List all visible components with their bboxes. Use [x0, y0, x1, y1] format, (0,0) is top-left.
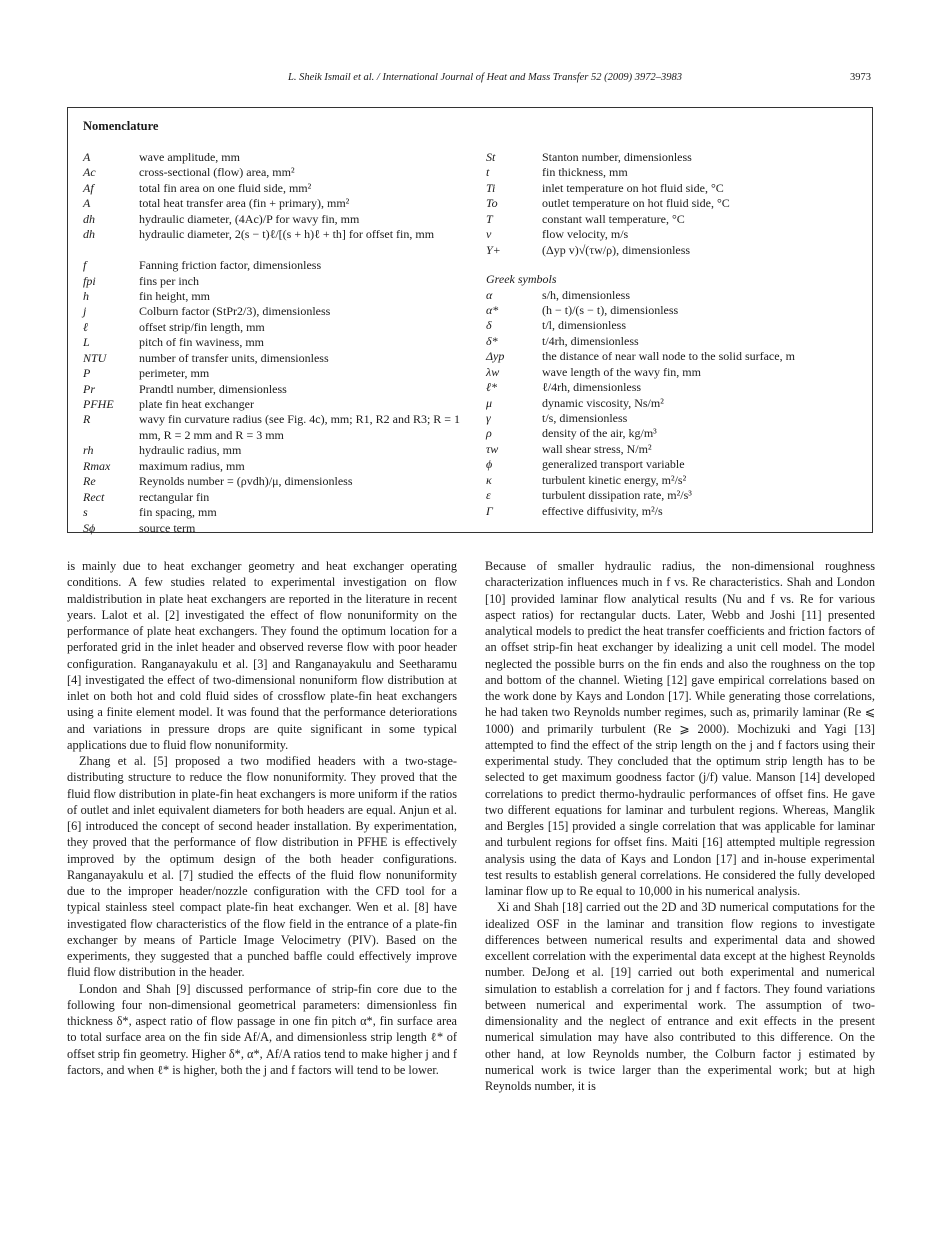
nomenclature-entry	[83, 289, 478, 304]
body-paragraph: London and Shah [9] discussed performance of strip-fin core due to the following four non-dimensional geometrical parameters: dimensionless fin thickness δ*, aspect ratio of flow passage in one fin pitch α*, fin surface area to total surface area on the fin side Af/A, and dimensionless strip length ℓ* of offset strip fin geometry. Higher δ*, α*, Af/A ratios tend to make higher j and f factors, and when ℓ* is higher, both the j and f factors will tend to be lower.	[67, 981, 457, 1077]
nomenclature-definition: t/4rh, dimensionless	[542, 333, 639, 348]
nomenclature-entry	[83, 150, 478, 165]
nomenclature-symbol: Ti	[486, 180, 496, 195]
nomenclature-entry	[83, 459, 478, 474]
nomenclature-symbol: α*	[486, 302, 499, 317]
nomenclature-entry	[83, 227, 478, 258]
nomenclature-definition: density of the air, kg/m³	[542, 426, 657, 441]
nomenclature-definition: fins per inch	[139, 273, 199, 288]
nomenclature-entry	[83, 320, 478, 335]
nomenclature-symbol: ρ	[486, 426, 492, 441]
nomenclature-definition: turbulent kinetic energy, m²/s²	[542, 472, 687, 487]
nomenclature-definition: hydraulic diameter, (4Ac)/P for wavy fin, mm	[139, 211, 360, 226]
nomenclature-symbol: v	[486, 227, 492, 242]
nomenclature-definition: outlet temperature on hot fluid side, °C	[542, 196, 730, 211]
nomenclature-entry	[83, 397, 478, 412]
nomenclature-entry	[486, 227, 866, 242]
nomenclature-symbol: μ	[486, 395, 493, 410]
body-column-right	[485, 558, 875, 1094]
nomenclature-entry	[486, 196, 866, 211]
nomenclature-symbol: ε	[486, 488, 491, 503]
nomenclature-entry	[83, 196, 478, 211]
nomenclature-definition: wave length of the wavy fin, mm	[542, 364, 701, 379]
nomenclature-entry	[486, 334, 866, 349]
nomenclature-entry	[486, 288, 866, 303]
nomenclature-symbol: R	[83, 412, 91, 427]
nomenclature-title: Nomenclature	[83, 119, 159, 133]
nomenclature-symbol: Y+	[486, 242, 501, 257]
nomenclature-entry	[83, 274, 478, 289]
nomenclature-definition: source term	[139, 520, 196, 535]
nomenclature-symbol: fpi	[83, 273, 96, 288]
page-number: 3973	[850, 72, 871, 83]
nomenclature-definition: the distance of near wall node to the solid surface, m	[542, 349, 795, 364]
nomenclature-symbol: Af	[83, 180, 94, 195]
nomenclature-symbol: St	[486, 150, 496, 164]
nomenclature-definition: number of transfer units, dimensionless	[139, 350, 329, 365]
nomenclature-definition: (h − t)/(s − t), dimensionless	[542, 302, 679, 317]
nomenclature-entry	[486, 318, 866, 333]
nomenclature-entry	[83, 351, 478, 366]
nomenclature-symbol: Γ	[486, 503, 493, 518]
nomenclature-entry	[83, 304, 478, 319]
nomenclature-definition: Reynolds number = (ρvdh)/μ, dimensionless	[139, 474, 353, 489]
nomenclature-entry	[83, 490, 478, 505]
nomenclature-symbol: δ*	[486, 333, 498, 348]
nomenclature-symbol: t	[486, 165, 490, 180]
body-column-left	[67, 558, 457, 1078]
nomenclature-definition: fin thickness, mm	[542, 165, 628, 180]
nomenclature-entry	[486, 349, 866, 364]
nomenclature-symbol: ℓ*	[486, 380, 497, 395]
running-header: L. Sheik Ismail et al. / International Journal of Heat and Mass Transfer 52 (2009) 3972–3983	[287, 72, 683, 83]
nomenclature-definition: effective diffusivity, m²/s	[542, 503, 663, 518]
nomenclature-symbol: κ	[486, 472, 492, 487]
nomenclature-symbol: δ	[486, 318, 492, 333]
nomenclature-definition: constant wall temperature, °C	[542, 211, 685, 226]
nomenclature-entry	[486, 457, 866, 472]
nomenclature-definition: Prandtl number, dimensionless	[139, 381, 287, 396]
nomenclature-definition: turbulent dissipation rate, m²/s³	[542, 488, 692, 503]
nomenclature-symbol: ϕ	[486, 457, 493, 472]
nomenclature-entry	[486, 380, 866, 395]
nomenclature-symbol: Pr	[83, 381, 95, 396]
nomenclature-symbol: dh	[83, 227, 95, 242]
nomenclature-symbol: Δyp	[486, 349, 505, 364]
body-paragraph: Because of smaller hydraulic radius, the non-dimensional roughness characterization influences much in f vs. Re characteristics. Shah and London [10] provided laminar flow analytical results (Nu and f vs. Re for various aspect ratios) for rectangular ducts. Later, Webb and Joshi [11] presented analytical models to predict the heat transfer coefficients and friction factors of an offset strip-fin heat exchanger by idealizing a unit cell model. The model neglected the possible burrs on the fin ends and also the roughness on the top and bottom of the channel. Wieting [12] gave empirical correlations based on the work done by Kays and London [17]. While generating those correlations, he had taken two Reynolds number regimes, such as, primarily laminar (Re ⩽ 1000) and primarily turbulent (Re ⩾ 2000). Mochizuki and Yagi [13] attempted to find the effect of the strip length on the j and f factors using their experimental study. They concluded that the optimum strip length has to be selected to get maximum goodness factor (j/f) value. Manson [14] developed correlations to predict thermo-hydraulic performances of offset fins. He gave two different equations for laminar and turbulent regions. Whereas, Manglik and Bergles [15] provided a single correlation that was applicable for laminar and turbulent regions for offset fins. Maiti [16] attempted multiple regression analysis using the data of Kays and London [17] and in-house experimental test results to establish general correlations. He considered the fully developed laminar flow up to Re equal to 10,000 in his numerical analysis.	[485, 559, 875, 898]
nomenclature-definition: t/l, dimensionless	[542, 318, 626, 333]
nomenclature-symbol: L	[83, 335, 90, 350]
nomenclature-definition: plate fin heat exchanger	[139, 397, 254, 412]
nomenclature-symbol: dh	[83, 211, 95, 226]
nomenclature-definition: Stanton number, dimensionless	[542, 150, 692, 164]
nomenclature-definition: perimeter, mm	[139, 366, 210, 381]
greek-symbols-heading: Greek symbols	[486, 272, 557, 287]
nomenclature-symbol: A	[83, 196, 91, 211]
nomenclature-entry	[83, 382, 478, 397]
nomenclature-symbol: P	[83, 366, 91, 381]
nomenclature-entry	[486, 504, 866, 519]
body-paragraph: Zhang et al. [5] proposed a two modified headers with a two-stage-distributing structure to reduce the flow nonuniformity. They proved that the fluid flow distribution in plate-fin heat exchangers is more uniform if the ratios of outlet and inlet equivalent diameters for both headers are equal. Anjun et al. [6] introduced the concept of second header installation. By experimentation, they proved that the performance of flow distribution in PFHE is effectively improved by the optimum design of the both header configurations. Ranganayakulu et al. [7] studied the effects of the fluid flow nonuniformity due to the improper header/nozzle configuration with the CFD tool for a typical stainless steel compact plate-fin heat exchanger. Wen et al. [8] have investigated flow characteristics of the flow field in the entrance of a plate-fin exchanger by means of Particle Image Velocimetry (PIV). Based on the experiments, they suggested that a punched baffle could effectively improve fluid flow distribution in the header.	[67, 754, 457, 980]
body-paragraph: Xi and Shah [18] carried out the 2D and 3D numerical computations for the idealized OSF in the laminar and transition flow regions to investigate differences between numerical results and experimental data and showed excellent correlation with the experimental data except at the highest Reynolds number. DeJong et al. [19] carried out both experimental and numerical simulation to establish a correlation for j and f factors. They found variations between numerical and experimental work. The assumption of two-dimensionality and the neglect of entrance and exit effects in the present numerical simulation may have also contributed to this difference. On the other hand, at low Reynolds number, the Colburn factor j estimated by numerical work is twice larger than the experimental work; but at high Reynolds number, it is	[485, 900, 875, 1093]
nomenclature-definition: wavy fin curvature radius (see Fig. 4c), mm; R1, R2 and R3; R = 1 mm, R = 2 mm and R = 3 mm	[139, 412, 461, 442]
nomenclature-definition: Colburn factor (StPr2/3), dimensionless	[139, 304, 331, 319]
nomenclature-left-column	[83, 150, 478, 536]
nomenclature-definition: hydraulic radius, mm	[139, 443, 242, 458]
nomenclature-symbol: NTU	[83, 350, 107, 365]
nomenclature-entry	[486, 303, 866, 318]
nomenclature-entry	[486, 411, 866, 426]
body-paragraph: is mainly due to heat exchanger geometry and heat exchanger operating conditions. A few studies related to experimental investigation on flow maldistribution in plate heat exchangers are reported in the literature in recent years. Lalot et al. [2] investigated the effect of flow nonuniformity on the performance of plate heat exchangers. They found the optimum location for a perforated grid in the inlet header and observed reverse flow with poor header configuration. Ranganayakulu et al. [3] and Ranganayakulu and Seetharamu [4] investigated the effect of two-dimensional nonuniform flow distribution at inlet on both hot and cold fluid sides of crossflow plate-fin heat exchangers using a finite element model. It was found that the performance deteriorations and variations in pressure drops are quite significant in some typical applications due to fluid flow nonuniformity.	[67, 559, 457, 752]
nomenclature-definition: maximum radius, mm	[139, 458, 245, 473]
nomenclature-symbol: s	[83, 505, 88, 520]
nomenclature-right-column	[486, 150, 866, 519]
nomenclature-entry	[83, 165, 478, 180]
nomenclature-symbol: Re	[83, 474, 96, 489]
nomenclature-definition: Fanning friction factor, dimensionless	[139, 258, 322, 273]
nomenclature-entry	[83, 212, 478, 227]
nomenclature-definition: hydraulic diameter, 2(s − t)ℓ/[(s + h)ℓ + th] for offset fin, mm	[139, 227, 435, 242]
nomenclature-symbol: ℓ	[83, 319, 88, 334]
nomenclature-definition: (Δyp v)√(τw/ρ), dimensionless	[542, 242, 691, 257]
nomenclature-symbol: PFHE	[83, 397, 114, 412]
nomenclature-entry	[83, 443, 478, 458]
nomenclature-entry	[486, 243, 866, 258]
nomenclature-entry	[486, 212, 866, 227]
nomenclature-entry	[83, 258, 478, 273]
nomenclature-box	[67, 107, 873, 533]
nomenclature-symbol: Ac	[83, 165, 96, 180]
nomenclature-symbol: Sϕ	[83, 520, 96, 535]
nomenclature-definition: wave amplitude, mm	[139, 150, 240, 164]
nomenclature-definition: dynamic viscosity, Ns/m²	[542, 395, 664, 410]
nomenclature-definition: offset strip/fin length, mm	[139, 319, 265, 334]
nomenclature-definition: pitch of fin waviness, mm	[139, 335, 264, 350]
nomenclature-entry	[486, 473, 866, 488]
nomenclature-symbol: α	[486, 287, 493, 302]
nomenclature-definition: fin spacing, mm	[139, 505, 217, 520]
nomenclature-entry	[83, 521, 478, 536]
nomenclature-entry	[486, 442, 866, 457]
nomenclature-entry	[83, 474, 478, 489]
nomenclature-entry	[83, 366, 478, 381]
nomenclature-definition: fin height, mm	[139, 288, 210, 303]
nomenclature-symbol: γ	[486, 411, 491, 425]
nomenclature-definition: inlet temperature on hot fluid side, °C	[542, 180, 724, 195]
nomenclature-entry	[486, 181, 866, 196]
nomenclature-definition: rectangular fin	[139, 489, 210, 504]
nomenclature-symbol: f	[83, 258, 87, 273]
nomenclature-entry	[486, 165, 866, 180]
nomenclature-symbol: Rect	[83, 489, 105, 504]
nomenclature-entry	[83, 505, 478, 520]
nomenclature-entry	[83, 181, 478, 196]
nomenclature-entry	[83, 412, 478, 443]
nomenclature-definition: generalized transport variable	[542, 457, 685, 472]
nomenclature-definition: total fin area on one fluid side, mm²	[139, 180, 312, 195]
nomenclature-definition: total heat transfer area (fin + primary), mm²	[139, 196, 350, 211]
nomenclature-entry	[486, 150, 866, 165]
nomenclature-definition: t/s, dimensionless	[542, 411, 628, 425]
nomenclature-symbol: τw	[486, 441, 499, 456]
nomenclature-symbol: Rmax	[83, 458, 111, 473]
nomenclature-symbol: A	[83, 150, 91, 164]
nomenclature-symbol: To	[486, 196, 498, 211]
nomenclature-definition: ℓ/4rh, dimensionless	[542, 380, 642, 395]
nomenclature-entry	[486, 396, 866, 411]
nomenclature-definition: s/h, dimensionless	[542, 287, 631, 302]
nomenclature-entry	[486, 426, 866, 441]
nomenclature-entry	[486, 365, 866, 380]
nomenclature-entry	[486, 488, 866, 503]
nomenclature-definition: cross-sectional (flow) area, mm²	[139, 165, 295, 180]
nomenclature-symbol: T	[486, 211, 493, 226]
nomenclature-symbol: j	[83, 304, 87, 319]
nomenclature-entry	[83, 335, 478, 350]
nomenclature-definition: flow velocity, m/s	[542, 227, 629, 242]
nomenclature-symbol: λw	[486, 364, 500, 379]
nomenclature-definition: wall shear stress, N/m²	[542, 441, 652, 456]
nomenclature-symbol: h	[83, 288, 89, 303]
nomenclature-symbol: rh	[83, 443, 94, 458]
